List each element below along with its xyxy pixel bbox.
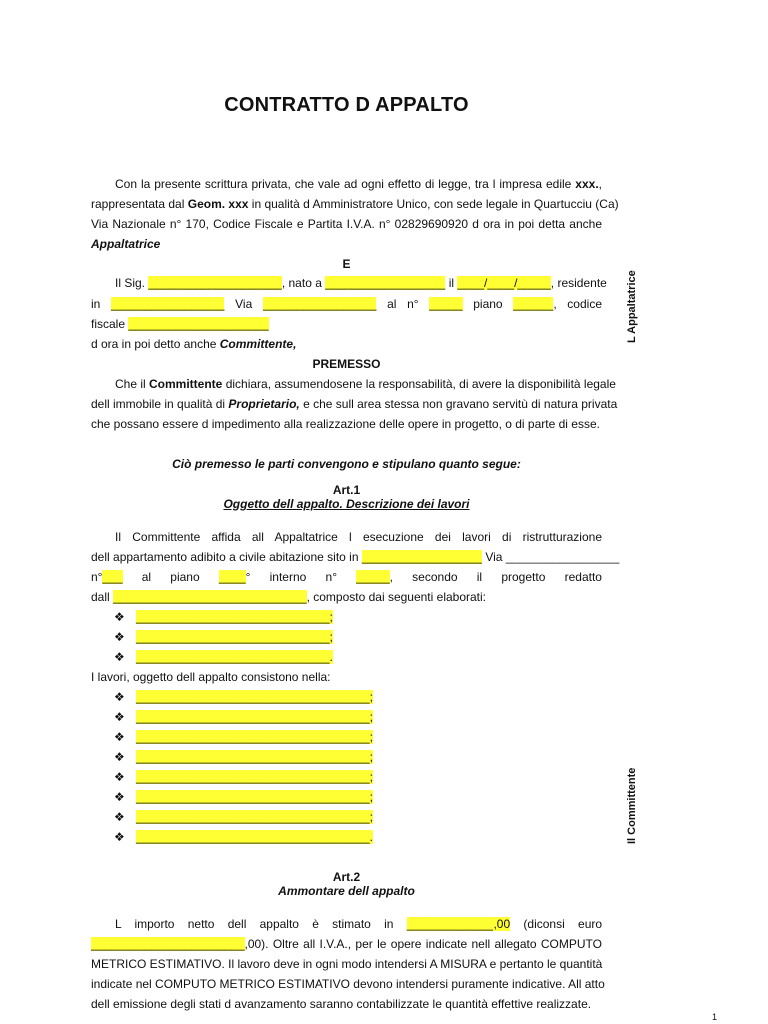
bullet-icon: ❖: [114, 750, 125, 764]
elaborato-field[interactable]: _____________________________;: [136, 630, 333, 644]
intro-line-4: Appaltatrice: [91, 237, 161, 251]
intro-line-1: Con la presente scrittura privata, che vale ad ogni effetto di legge, tra l impresa edile xxx.,: [115, 177, 602, 191]
elaborato-field[interactable]: _____________________________;: [136, 610, 333, 624]
elaborato-item: [114, 629, 333, 645]
works-intro: I lavori, oggetto dell appalto consistono nella:: [91, 670, 331, 684]
premesso-line-1: Che il Committente dichiara, assumendosene la responsabilità, di avere la disponibilità legale: [115, 377, 616, 391]
property-street-field[interactable]: _________________: [505, 550, 620, 564]
art1-subtitle: Oggetto dell appalto. Descrizione dei lavori: [223, 497, 470, 511]
bullet-icon: ❖: [114, 810, 125, 824]
art2-line-2: _______________________,00). Oltre all I.V.A., per le opere indicate nell allegato COMPUTO: [91, 937, 602, 951]
floor-field[interactable]: ______: [513, 297, 554, 311]
art2-subtitle: Ammontare dell appalto: [278, 884, 415, 898]
tax-code-field[interactable]: _____________________: [128, 317, 269, 331]
margin-label-committente: Il Committente: [626, 767, 638, 844]
art1-line-2: dell appartamento adibito a civile abitazione sito in __________________ Via _________________: [91, 550, 620, 564]
party-line-4: d ora in poi detto anche Committente,: [91, 337, 297, 351]
art1-line-4: dall _____________________________, composto dai seguenti elaborati:: [91, 590, 487, 604]
lavoro-field[interactable]: ___________________________________;: [136, 790, 373, 804]
lavoro-field[interactable]: ___________________________________;: [136, 730, 373, 744]
lavoro-item: [114, 689, 373, 705]
party-line-3: fiscale _____________________: [91, 317, 269, 331]
premesso-line-2: dell immobile in qualità di Proprietario, e che sull area stessa non gravano servitù di natura privata: [91, 397, 618, 411]
bullet-icon: ❖: [114, 770, 125, 784]
agreement-line: Ciò premesso le parti convengono e stipulano quanto segue:: [172, 457, 521, 471]
elaborato-item: [114, 609, 333, 625]
lavoro-field[interactable]: ___________________________________.: [136, 830, 373, 844]
art2-line-4: indicate nel COMPUTO METRICO ESTIMATIVO devono intendersi puramente indicative. All atto: [91, 977, 605, 991]
lavoro-item: [114, 769, 373, 785]
intro-line-2: rappresentata dal Geom. xxx in qualità d Amministratore Unico, con sede legale in Quartucciu (Ca): [91, 197, 619, 211]
art1-line-3: n°___ al piano ____° interno n° _____, secondo il progetto redatto: [91, 570, 602, 584]
property-number-field[interactable]: ___: [102, 570, 123, 584]
party-line-1: Il Sig. ____________________, nato a __________________ il ____/____/_____, residente: [115, 276, 607, 290]
lavoro-item: [114, 789, 373, 805]
margin-label-appaltatrice: L Appaltatrice: [626, 270, 638, 343]
lavoro-item: [114, 809, 373, 825]
lavoro-field[interactable]: ___________________________________;: [136, 810, 373, 824]
property-floor-field[interactable]: ____: [218, 570, 246, 584]
bullet-icon: ❖: [114, 630, 125, 644]
bullet-icon: ❖: [114, 650, 125, 664]
elaborato-field[interactable]: _____________________________.: [136, 650, 333, 664]
art1-line-1: Il Committente affida all Appaltatrice l esecuzione dei lavori di ristrutturazione: [115, 530, 602, 544]
residence-street-field[interactable]: _________________: [262, 297, 377, 311]
designer-field[interactable]: _____________________________: [113, 590, 307, 604]
bullet-icon: ❖: [114, 730, 125, 744]
amount-words-field[interactable]: _______________________: [91, 937, 245, 951]
premesso-line-3: che possano essere d impedimento alla realizzazione delle opere in progetto, o di parte di esse.: [91, 417, 600, 431]
lavoro-item: [114, 749, 373, 765]
lavoro-item: [114, 709, 373, 725]
lavoro-item: [114, 729, 373, 745]
lavoro-field[interactable]: ___________________________________;: [136, 770, 373, 784]
art2-line-1: L importo netto dell appalto è stimato in _____________,00 (diconsi euro: [115, 917, 603, 931]
street-number-field[interactable]: _____: [429, 297, 463, 311]
bullet-icon: ❖: [114, 710, 125, 724]
elaborato-item: [114, 649, 333, 665]
bullet-icon: ❖: [114, 830, 125, 844]
art2-line-3: METRICO ESTIMATIVO. Il lavoro deve in ogni modo intendersi A MISURA e pertanto le quantità: [91, 957, 603, 971]
page-number: 1: [712, 1012, 718, 1022]
birthplace-field[interactable]: __________________: [325, 276, 446, 290]
birthdate-field[interactable]: ____/____/_____: [457, 276, 551, 290]
lavoro-field[interactable]: ___________________________________;: [136, 750, 373, 764]
bullet-icon: ❖: [114, 790, 125, 804]
property-location-field[interactable]: __________________: [361, 550, 482, 564]
lavoro-field[interactable]: ___________________________________;: [136, 690, 373, 704]
party-line-2: in _________________ Via _________________ al n° _____ piano ______, codice: [91, 297, 602, 311]
premesso-heading: PREMESSO: [312, 357, 381, 371]
and-label: E: [342, 257, 351, 271]
property-interior-field[interactable]: _____: [356, 570, 390, 584]
name-field[interactable]: ____________________: [148, 276, 282, 290]
lavoro-item: [114, 829, 373, 845]
art2-number: Art.2: [332, 870, 361, 884]
document-title: CONTRATTO D APPALTO: [224, 94, 469, 116]
amount-field[interactable]: _____________: [406, 917, 494, 931]
residence-city-field[interactable]: _________________: [111, 297, 225, 311]
art2-line-5: dell emissione degli stati d avanzamento saranno contabilizzate le quantità effettive realizzate.: [91, 997, 592, 1011]
bullet-icon: ❖: [114, 610, 125, 624]
intro-line-3: Via Nazionale n° 170, Codice Fiscale e Partita I.V.A. n° 02829690920 d ora in poi detta anche: [91, 217, 602, 231]
art1-number: Art.1: [332, 483, 361, 497]
bullet-icon: ❖: [114, 690, 125, 704]
lavoro-field[interactable]: ___________________________________;: [136, 710, 373, 724]
